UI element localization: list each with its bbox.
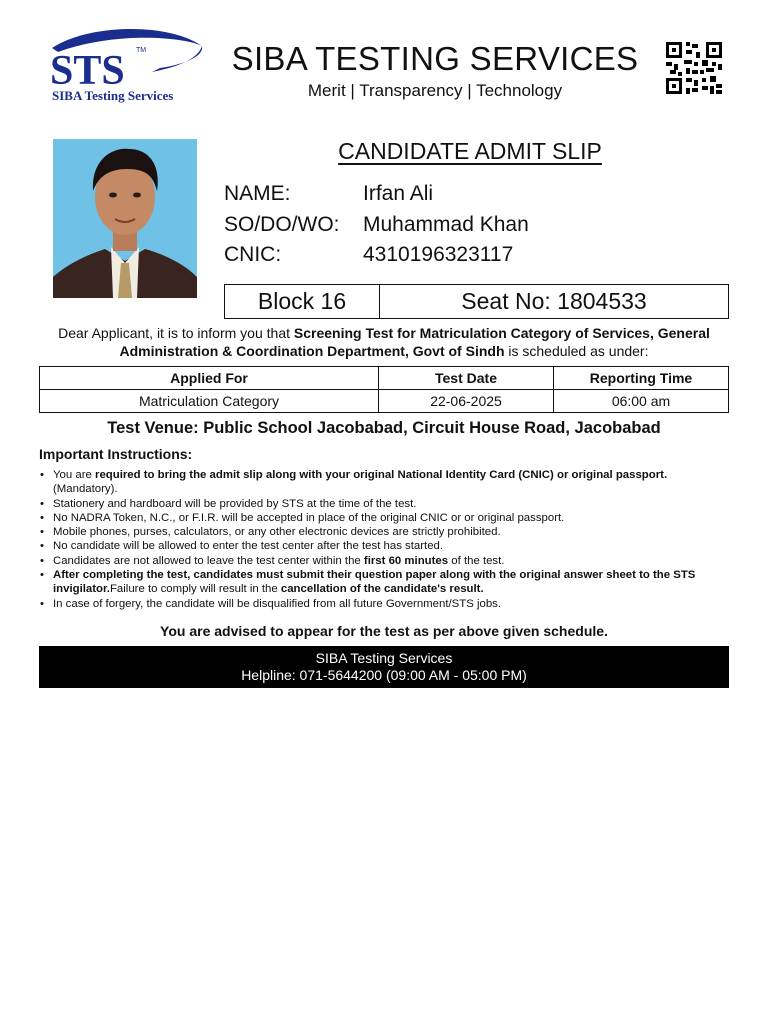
instruction-text: Candidates are not allowed to leave the test center within the [53,554,364,567]
col-test-date: Test Date [379,367,554,390]
instruction-text: You are [53,469,96,481]
intro-text-bold: Screening Test for Matriculation Category of Services, General Administration & Coordination Department, Govt of Sindh [119,325,710,359]
name-value: Irfan Ali [363,182,434,205]
instruction-bold: cancellation of the candidate's result. [280,583,484,596]
relation-label: SO/DO/WO: [224,213,340,236]
list-item [39,554,729,568]
list-item: • Mobile phones, purses, calculators, or any other electronic devices are strictly prohibited. [39,525,729,539]
page-header [0,0,768,120]
logo-text: STS [50,48,125,90]
list-item [39,568,729,597]
candidate-photo [53,139,197,298]
admit-slip-title: CANDIDATE ADMIT SLIP [338,138,602,164]
relation-value: Muhammad Khan [363,213,529,236]
instruction-bold: first 60 minutes [363,554,449,567]
instruction-bold: After completing the test, candidates must submit their question paper along with the original answer sheet to the STS invigilator. [53,569,696,596]
organization-tagline: Merit | Transparency | Technology [307,81,563,100]
list-item: • No candidate will be allowed to enter the test center after the test has started. [39,539,729,553]
col-reporting-time: Reporting Time [554,367,729,390]
qr-code-icon [666,42,722,94]
intro-paragraph [40,325,728,360]
block-number: Block 16 [224,284,380,319]
footer-helpline: Helpline: 071-5644200 (09:00 AM - 05:00 PM) [241,667,527,683]
instruction-text: (Mandatory). [53,483,118,496]
intro-text-start: Dear Applicant, it is to inform you that [58,325,294,341]
cell-reporting-time: 06:00 am [554,390,729,413]
instruction-bold: required to bring the admit slip along with your original National Identity Card (CNIC) or original passport. [95,469,668,481]
name-label: NAME: [224,182,291,205]
test-venue: Test Venue: Public School Jacobabad, Circuit House Road, Jacobabad [107,419,661,437]
footer-org-name: SIBA Testing Services [315,650,453,666]
candidate-portrait-image [53,139,197,298]
table-row [40,390,729,413]
list-item: • No NADRA Token, N.C., or F.I.R. will be accepted in place of the original CNIC or or original passport. [39,511,729,525]
footer-bar [39,646,729,688]
instructions-list [39,468,729,611]
list-item [39,468,729,497]
instructions-heading: Important Instructions: [39,446,193,462]
cell-test-date: 22-06-2025 [379,390,554,413]
instruction-text: of the test. [448,554,505,567]
schedule-header-row [40,367,729,390]
organization-title: SIBA TESTING SERVICES [231,40,639,77]
seat-number: Seat No: 1804533 [380,284,729,319]
cell-applied-for: Matriculation Category [40,390,379,413]
list-item: • In case of forgery, the candidate will be disqualified from all future Government/STS jobs. [39,597,729,611]
advice-text: You are advised to appear for the test as per above given schedule. [160,623,608,639]
cnic-value: 4310196323117 [363,243,514,266]
col-applied-for: Applied For [40,367,379,390]
logo-subtitle: SIBA Testing Services [52,88,174,103]
instruction-text: Failure to comply will result in the [109,583,281,596]
cnic-label: CNIC: [224,243,282,266]
intro-text-end: is scheduled as under: [504,342,649,359]
list-item: • Stationery and hardboard will be provided by STS at the time of the test. [39,497,729,511]
logo-trademark: TM [136,47,147,54]
schedule-table [39,366,729,413]
